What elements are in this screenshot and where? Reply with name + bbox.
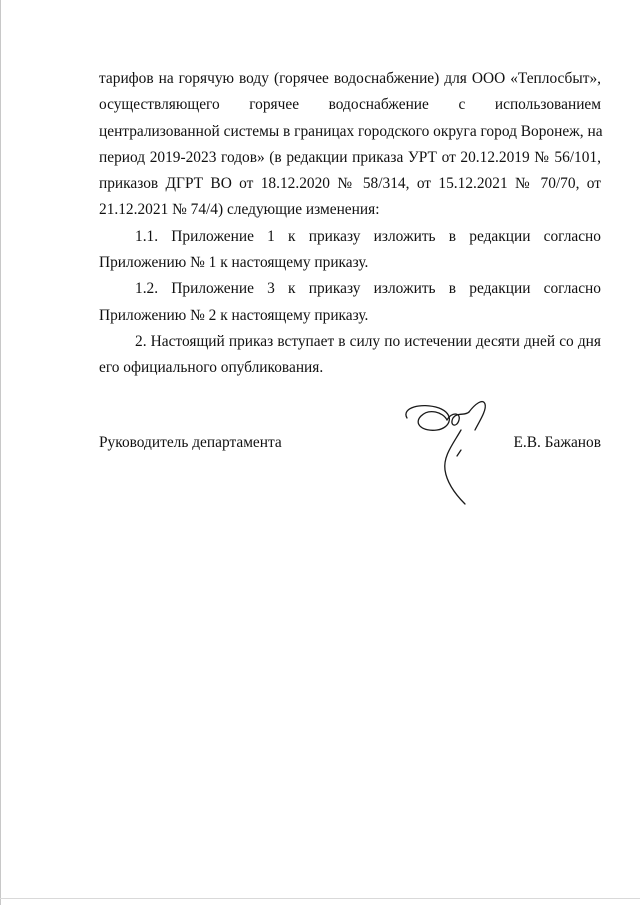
signatory-role: Руководитель департамента: [99, 434, 282, 451]
text-line: 1.1. Приложение 1 к приказу изложить в редакции согласно: [135, 227, 601, 245]
text-line: период 2019-2023 годов» (в редакции приказа УРТ от 20.12.2019 № 56/101,: [99, 148, 601, 166]
text-line: осуществляющего горячее водоснабжение с использованием: [99, 96, 601, 114]
signatory-name: Е.В. Бажанов: [513, 434, 601, 451]
text-line: централизованной системы в границах городского округа город Воронеж, на: [99, 122, 603, 140]
text-line: Приложению № 2 к настоящему приказу.: [99, 306, 369, 324]
paragraph-item-1-1: [99, 224, 601, 277]
text-line: его официального опубликования.: [99, 359, 324, 377]
text-line: 1.2. Приложение 3 к приказу изложить в редакции согласно: [135, 280, 601, 298]
text-line: приказов ДГРТ ВО от 18.12.2020 № 58/314, от 15.12.2021 № 70/70, от: [99, 175, 601, 193]
paragraph-item-2: [99, 329, 601, 382]
scan-edge-left: [0, 0, 1, 905]
paragraph-item-1-2: [99, 276, 601, 329]
paragraph-intro: [99, 66, 601, 224]
handwritten-signature: [399, 400, 519, 515]
scan-edge-bottom: [0, 898, 640, 899]
text-line: 21.12.2021 № 74/4) следующие изменения:: [99, 201, 380, 219]
document-body: [99, 66, 601, 382]
signature-block: [99, 430, 601, 540]
text-line: тарифов на горячую воду (горячее водоснабжение) для ООО «Теплосбыт»,: [99, 70, 601, 87]
text-line: Приложению № 1 к настоящему приказу.: [99, 254, 369, 272]
text-line: 2. Настоящий приказ вступает в силу по истечении десяти дней со дня: [135, 332, 601, 350]
